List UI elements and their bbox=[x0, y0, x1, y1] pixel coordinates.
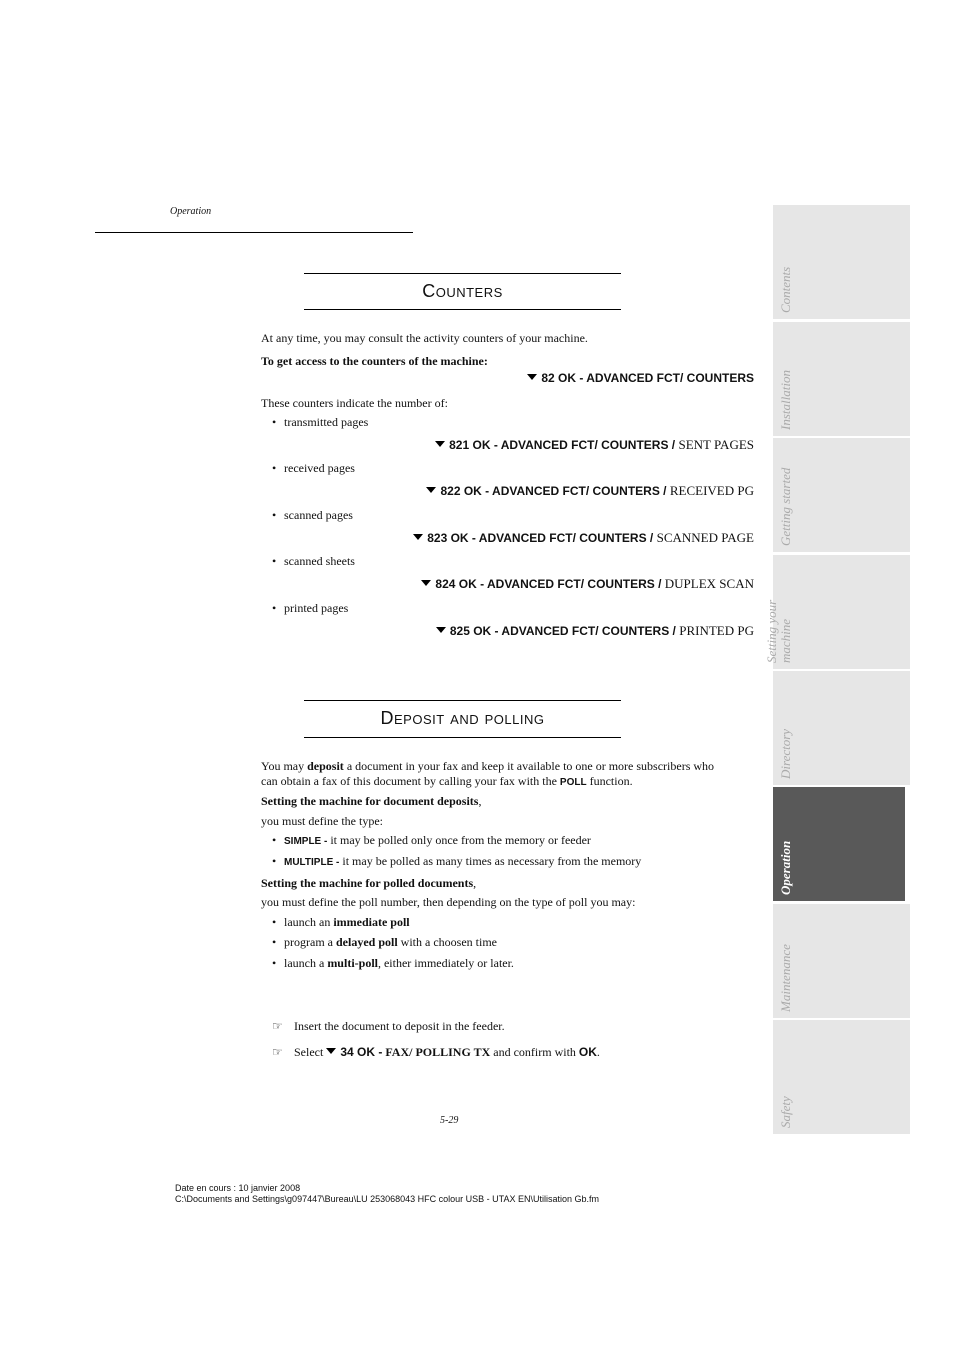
footer-date: Date en cours : 10 janvier 2008 bbox=[175, 1183, 301, 1193]
down-arrow-icon bbox=[435, 441, 445, 447]
counter-item: • scanned sheets bbox=[272, 554, 355, 568]
counter-item: • printed pages bbox=[272, 601, 349, 615]
down-arrow-icon bbox=[436, 627, 446, 633]
setting-polled: Setting the machine for polled documents, bbox=[261, 876, 477, 890]
step-insert: ☞ Insert the document to deposit in the feeder. bbox=[272, 1019, 505, 1033]
counters-access-cmd: 82 OK - ADVANCED FCT/ COUNTERS bbox=[527, 371, 754, 385]
counters-title: Counters bbox=[304, 273, 621, 310]
footer-path: C:\Documents and Settings\g097447\Bureau\LU 253068043 HFC colour USB - UTAX EN\Utilisation Gb.fm bbox=[175, 1194, 600, 1204]
setting-deposits: Setting the machine for document deposits, bbox=[261, 794, 482, 808]
tab-operation[interactable]: Operation bbox=[773, 787, 905, 901]
header-rule bbox=[95, 232, 413, 233]
counters-intro: At any time, you may consult the activity counters of your machine. bbox=[261, 331, 588, 345]
pointing-hand-icon: ☞ bbox=[272, 1045, 283, 1059]
counter-item-cmd: 825 OK - ADVANCED FCT/ COUNTERS / PRINTED PG bbox=[436, 623, 754, 639]
step-select: ☞ Select 34 OK - FAX/ POLLING TX and confirm with OK. bbox=[272, 1045, 600, 1059]
deposit-paragraph: You may deposit a document in your fax and keep it available to one or more subscribers who can obtain a fax of this document by calling your fax with the POLL function. bbox=[261, 759, 715, 788]
counter-item-cmd: 822 OK - ADVANCED FCT/ COUNTERS / RECEIVED PG bbox=[426, 483, 754, 499]
define-poll: you must define the poll number, then depending on the type of poll you may: bbox=[261, 895, 636, 909]
poll-immediate: • launch an immediate poll bbox=[272, 915, 410, 929]
down-arrow-icon bbox=[426, 487, 436, 493]
down-arrow-icon bbox=[421, 580, 431, 586]
counters-list-intro: These counters indicate the number of: bbox=[261, 396, 448, 410]
down-arrow-icon bbox=[527, 374, 537, 380]
tab-contents[interactable]: Contents bbox=[773, 205, 910, 319]
counters-access-label: To get access to the counters of the machine: bbox=[261, 354, 488, 368]
counter-item-cmd: 821 OK - ADVANCED FCT/ COUNTERS / SENT PAGES bbox=[435, 437, 754, 453]
poll-multi: • launch a multi-poll, either immediately or later. bbox=[272, 956, 514, 970]
counter-item: • transmitted pages bbox=[272, 415, 369, 429]
tab-maintenance[interactable]: Maintenance bbox=[773, 904, 910, 1018]
counter-item: • received pages bbox=[272, 461, 355, 475]
tab-installation[interactable]: Installation bbox=[773, 322, 910, 436]
tab-getting-started[interactable]: Getting started bbox=[773, 438, 910, 552]
type-multiple: • MULTIPLE - it may be polled as many times as necessary from the memory bbox=[272, 854, 642, 868]
define-type: you must define the type: bbox=[261, 814, 383, 828]
counter-item: • scanned pages bbox=[272, 508, 353, 522]
pointing-hand-icon: ☞ bbox=[272, 1019, 283, 1033]
poll-delayed: • program a delayed poll with a choosen time bbox=[272, 935, 497, 949]
counter-item-cmd: 823 OK - ADVANCED FCT/ COUNTERS / SCANNED PAGE bbox=[413, 530, 754, 546]
type-simple: • SIMPLE - it may be polled only once from the memory or feeder bbox=[272, 833, 591, 847]
tab-directory[interactable]: Directory bbox=[773, 671, 910, 785]
tab-safety[interactable]: Safety bbox=[773, 1020, 910, 1134]
down-arrow-icon bbox=[413, 534, 423, 540]
header-section: Operation bbox=[170, 206, 212, 217]
deposit-title: Deposit and polling bbox=[304, 700, 621, 738]
counter-item-cmd: 824 OK - ADVANCED FCT/ COUNTERS / DUPLEX SCAN bbox=[421, 576, 754, 592]
down-arrow-icon bbox=[326, 1048, 336, 1054]
page-number: 5-29 bbox=[440, 1115, 459, 1126]
tab-setting-your-machine[interactable]: Setting your machine bbox=[773, 555, 910, 669]
